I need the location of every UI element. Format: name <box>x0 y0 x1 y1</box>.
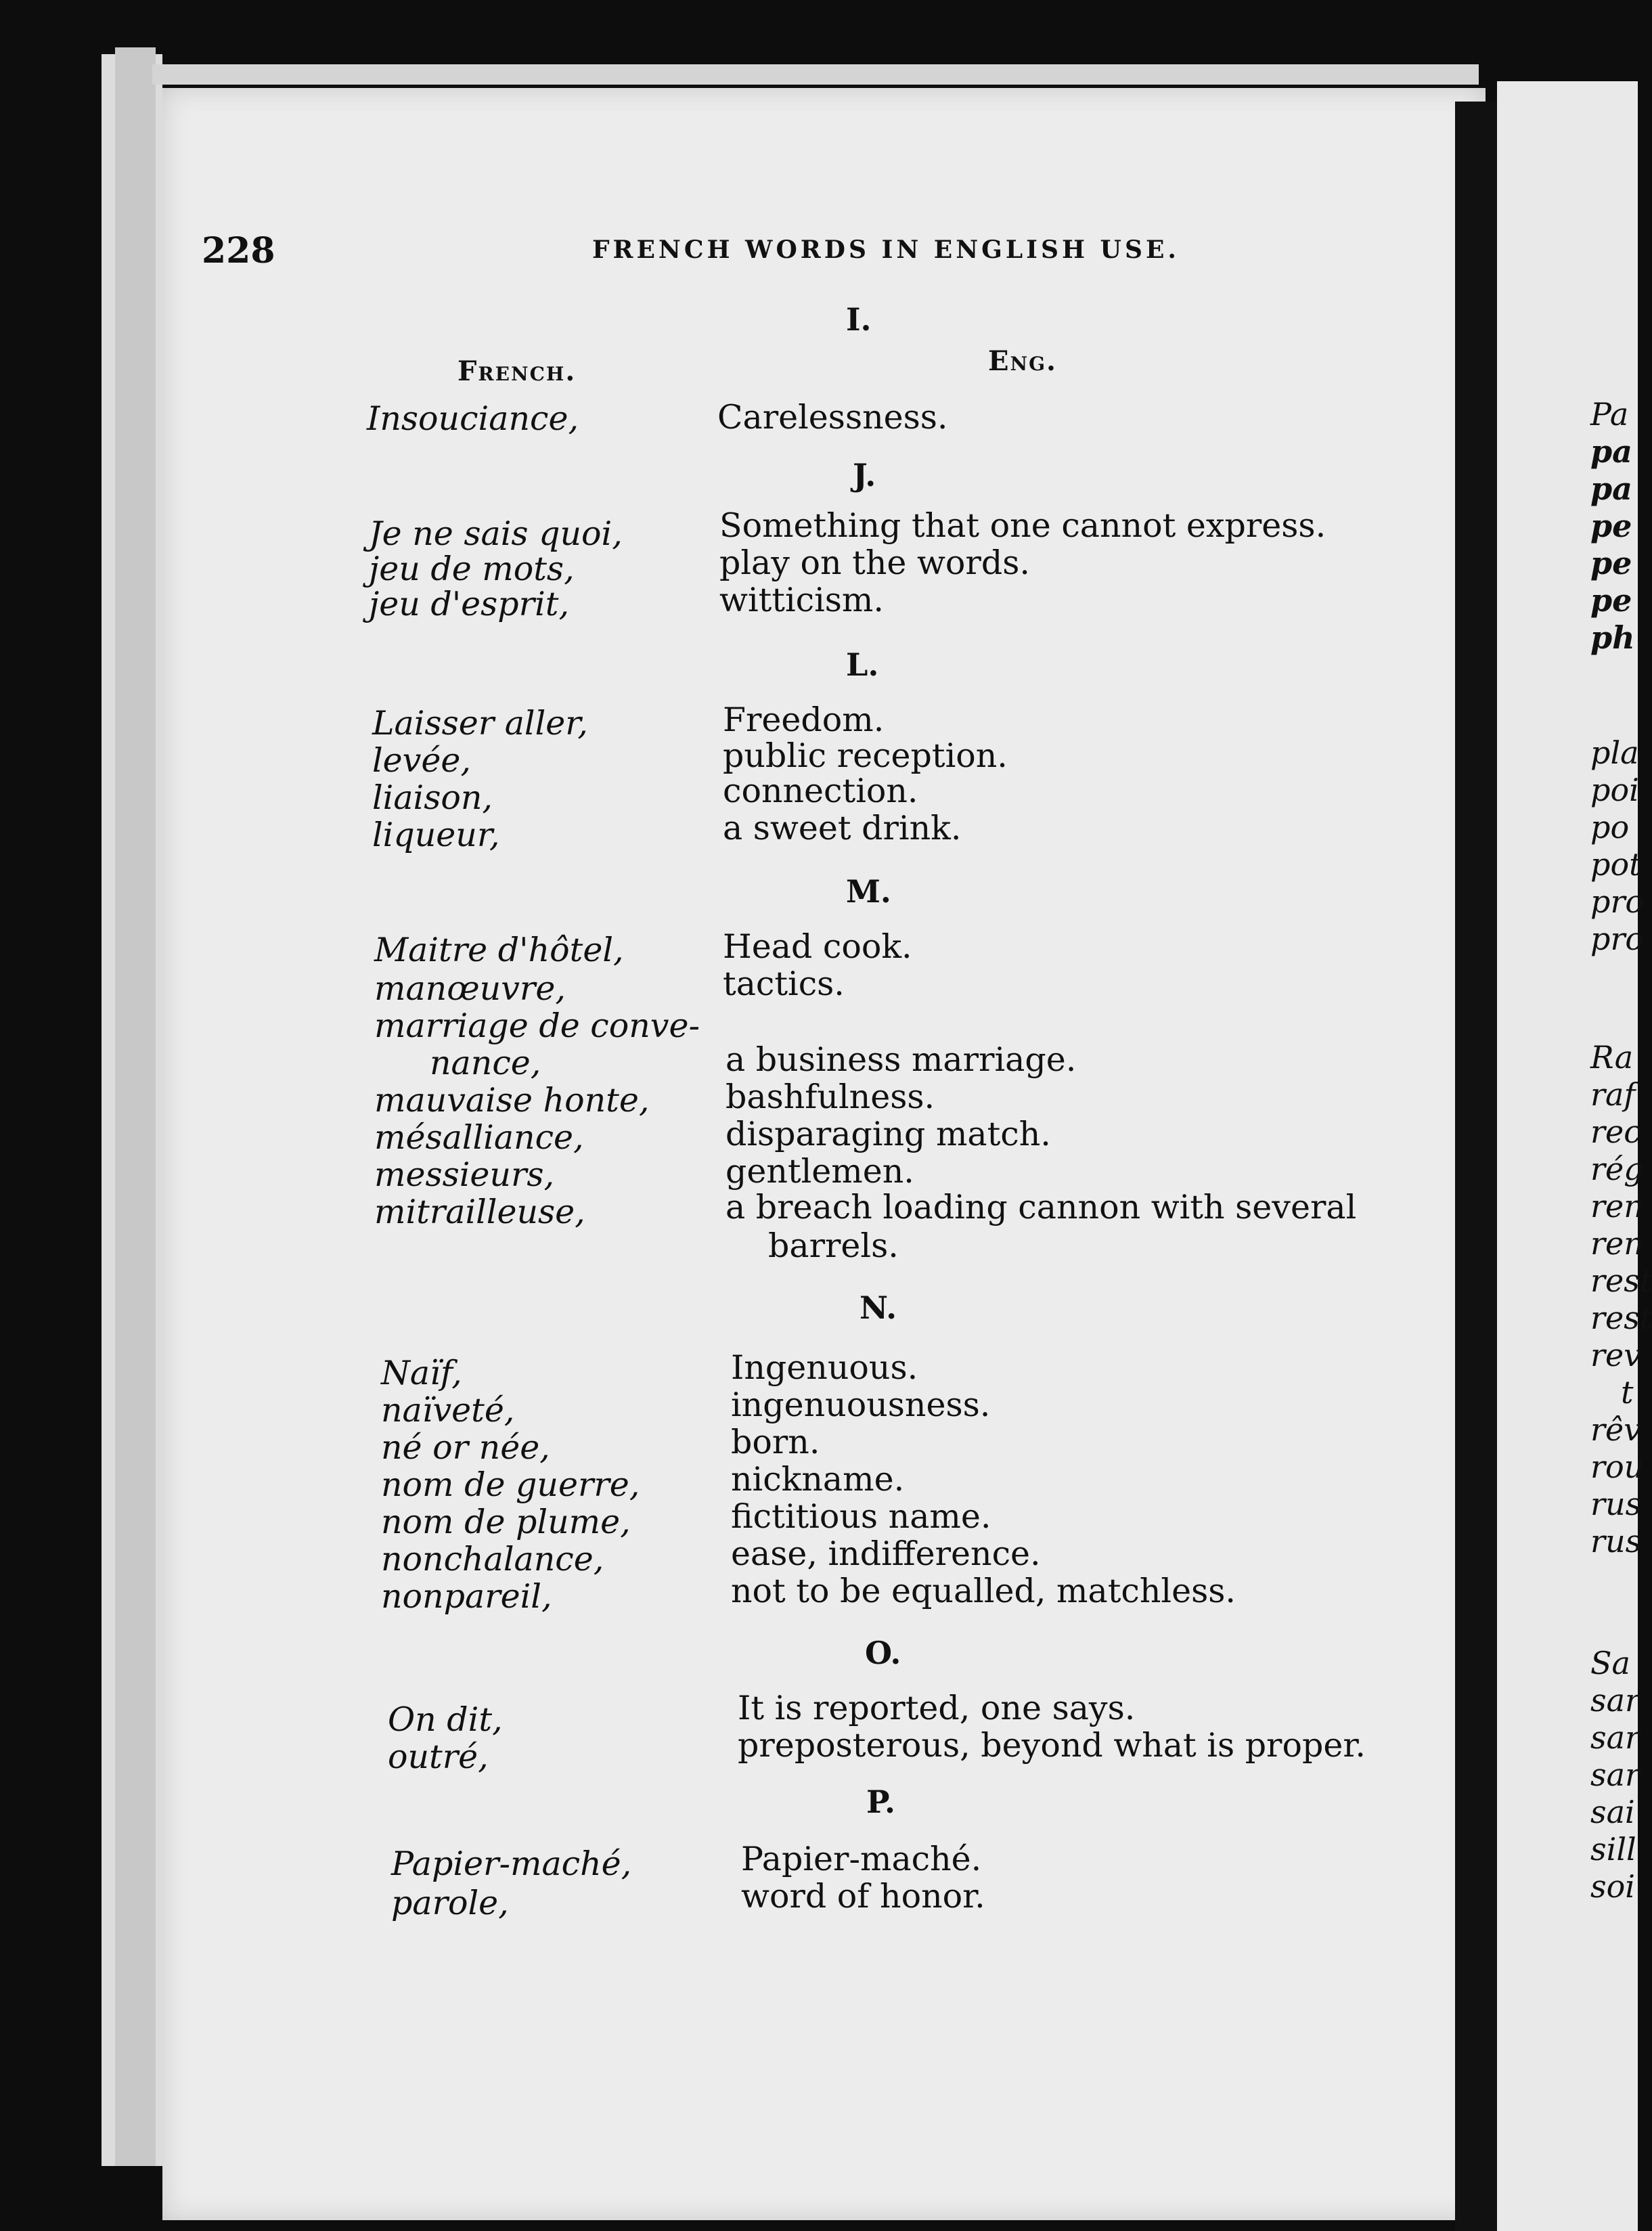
french-term: Laisser aller, <box>372 704 588 743</box>
french-term: nonchalance, <box>381 1540 604 1578</box>
next-page-word-fragment: pe <box>1590 508 1632 544</box>
section-letter: J. <box>853 457 876 493</box>
book-gutter <box>1455 102 1497 2231</box>
french-term: manœuvre, <box>374 969 566 1008</box>
next-page-word-fragment: rest <box>1590 1262 1652 1299</box>
next-page-word-fragment: pro <box>1590 921 1645 957</box>
english-meaning: not to be equalled, matchless. <box>731 1572 1236 1610</box>
english-meaning: ease, indifference. <box>731 1534 1041 1573</box>
french-term: nom de plume, <box>381 1503 631 1541</box>
french-term: mésalliance, <box>374 1118 584 1157</box>
english-meaning: a breach loading cannon with several <box>725 1188 1357 1227</box>
next-page-word-fragment: rég <box>1590 1151 1644 1187</box>
next-page-word-fragment: pa <box>1590 470 1632 507</box>
french-term: nonpareil, <box>381 1577 552 1616</box>
section-letter: I. <box>846 301 872 338</box>
next-page-word-fragment: sill <box>1590 1831 1636 1868</box>
english-meaning: Freedom. <box>723 701 885 739</box>
page-edge <box>152 64 1479 85</box>
next-page-word-fragment: sar <box>1590 1682 1640 1719</box>
english-meaning: fictitious name. <box>731 1497 991 1536</box>
next-page-word-fragment: pe <box>1590 582 1632 619</box>
french-term: liaison, <box>372 778 493 817</box>
english-meaning: Ingenuous. <box>731 1348 918 1387</box>
french-term: outré, <box>388 1738 489 1776</box>
running-head <box>0 230 1638 271</box>
french-term: Je ne sais quoi, <box>369 514 623 553</box>
french-term: jeu d'esprit, <box>369 585 570 623</box>
page-number: 228 <box>202 230 275 271</box>
french-term: Naïf, <box>381 1354 462 1392</box>
french-term: Maitre d'hôtel, <box>374 931 624 969</box>
section-letter: L. <box>846 646 879 683</box>
french-term: On dit, <box>388 1700 503 1739</box>
next-page-word-fragment: rec <box>1590 1113 1641 1150</box>
english-meaning: public reception. <box>723 736 1008 775</box>
french-term: parole, <box>391 1884 509 1922</box>
section-letter: N. <box>860 1289 897 1326</box>
french-term: marriage de conve- <box>374 1007 700 1045</box>
section-letter: P. <box>866 1784 895 1820</box>
next-page-word-fragment: sar <box>1590 1719 1640 1756</box>
next-page-word-fragment: rest <box>1590 1300 1652 1336</box>
french-term-continued: nance, <box>430 1044 541 1082</box>
english-meaning: disparaging match. <box>725 1115 1051 1153</box>
english-meaning: born. <box>731 1423 820 1461</box>
english-meaning: word of honor. <box>741 1877 985 1916</box>
next-page-word-fragment: pot <box>1590 846 1642 883</box>
next-page-word-fragment: sar <box>1590 1757 1640 1793</box>
next-page-word-fragment: ph <box>1590 619 1635 656</box>
next-page-word-fragment: sai <box>1590 1794 1635 1830</box>
french-term: mitrailleuse, <box>374 1193 585 1231</box>
next-page-word-fragment: soi <box>1590 1868 1636 1905</box>
english-meaning: It is reported, one says. <box>738 1689 1136 1727</box>
next-page-word-fragment: Ra <box>1590 1039 1634 1076</box>
english-meaning: ingenuousness. <box>731 1386 991 1424</box>
english-meaning: Carelessness. <box>717 398 948 437</box>
next-page-word-fragment: rus <box>1590 1486 1642 1522</box>
next-page-word-fragment: ren <box>1590 1188 1644 1224</box>
french-term: Insouciance, <box>367 399 579 438</box>
english-meaning: play on the words. <box>719 544 1030 582</box>
french-term: Papier-maché, <box>391 1845 632 1883</box>
next-page-word-fragment: pro <box>1590 883 1645 920</box>
next-page-word-fragment: rou <box>1590 1449 1645 1485</box>
french-term: naïveté, <box>381 1391 515 1430</box>
next-page-word-fragment: ren <box>1590 1225 1644 1262</box>
english-meaning: nickname. <box>731 1460 905 1499</box>
next-page-word-fragment: pla <box>1590 734 1639 771</box>
next-page-word-fragment: raf <box>1590 1076 1636 1113</box>
section-letter: M. <box>846 873 891 910</box>
page-edge <box>115 47 156 2166</box>
english-meaning: a business marriage. <box>725 1040 1077 1079</box>
next-page-word-fragment: rus <box>1590 1523 1642 1560</box>
column-head-english: Eng. <box>988 345 1057 377</box>
next-page-word-fragment: t <box>1621 1374 1634 1411</box>
french-term: né or née, <box>381 1428 550 1467</box>
english-meaning: gentlemen. <box>725 1152 914 1191</box>
english-meaning: Papier-maché. <box>741 1840 982 1878</box>
column-head-french: French. <box>457 355 577 387</box>
english-meaning: tactics. <box>723 965 845 1003</box>
next-page-word-fragment: Pa <box>1590 396 1629 433</box>
french-term: messieurs, <box>374 1155 555 1194</box>
english-meaning: Something that one cannot express. <box>719 506 1326 545</box>
next-page-word-fragment: Sa <box>1590 1645 1630 1681</box>
running-title: FRENCH WORDS IN ENGLISH USE. <box>592 236 1180 264</box>
next-page-word-fragment: po <box>1590 809 1630 845</box>
next-page-word-fragment: poi <box>1590 772 1639 808</box>
next-page-word-fragment: rêv <box>1590 1411 1642 1448</box>
english-meaning: connection. <box>723 772 918 810</box>
next-page-word-fragment: pe <box>1590 545 1632 581</box>
french-term: jeu de mots, <box>369 550 575 588</box>
english-meaning: Head cook. <box>723 927 912 966</box>
english-meaning: a sweet drink. <box>723 809 962 847</box>
english-meaning: bashfulness. <box>725 1078 935 1116</box>
section-letter: O. <box>865 1635 901 1671</box>
next-page-word-fragment: rev <box>1590 1337 1642 1373</box>
french-term: liqueur, <box>372 816 500 854</box>
english-meaning: witticism. <box>719 581 884 619</box>
english-meaning: preposterous, beyond what is proper. <box>738 1726 1366 1765</box>
english-meaning-continued: barrels. <box>768 1227 899 1265</box>
french-term: levée, <box>372 741 471 780</box>
french-term: nom de guerre, <box>381 1465 640 1504</box>
french-term: mauvaise honte, <box>374 1081 650 1120</box>
next-page-word-fragment: pa <box>1590 433 1632 470</box>
